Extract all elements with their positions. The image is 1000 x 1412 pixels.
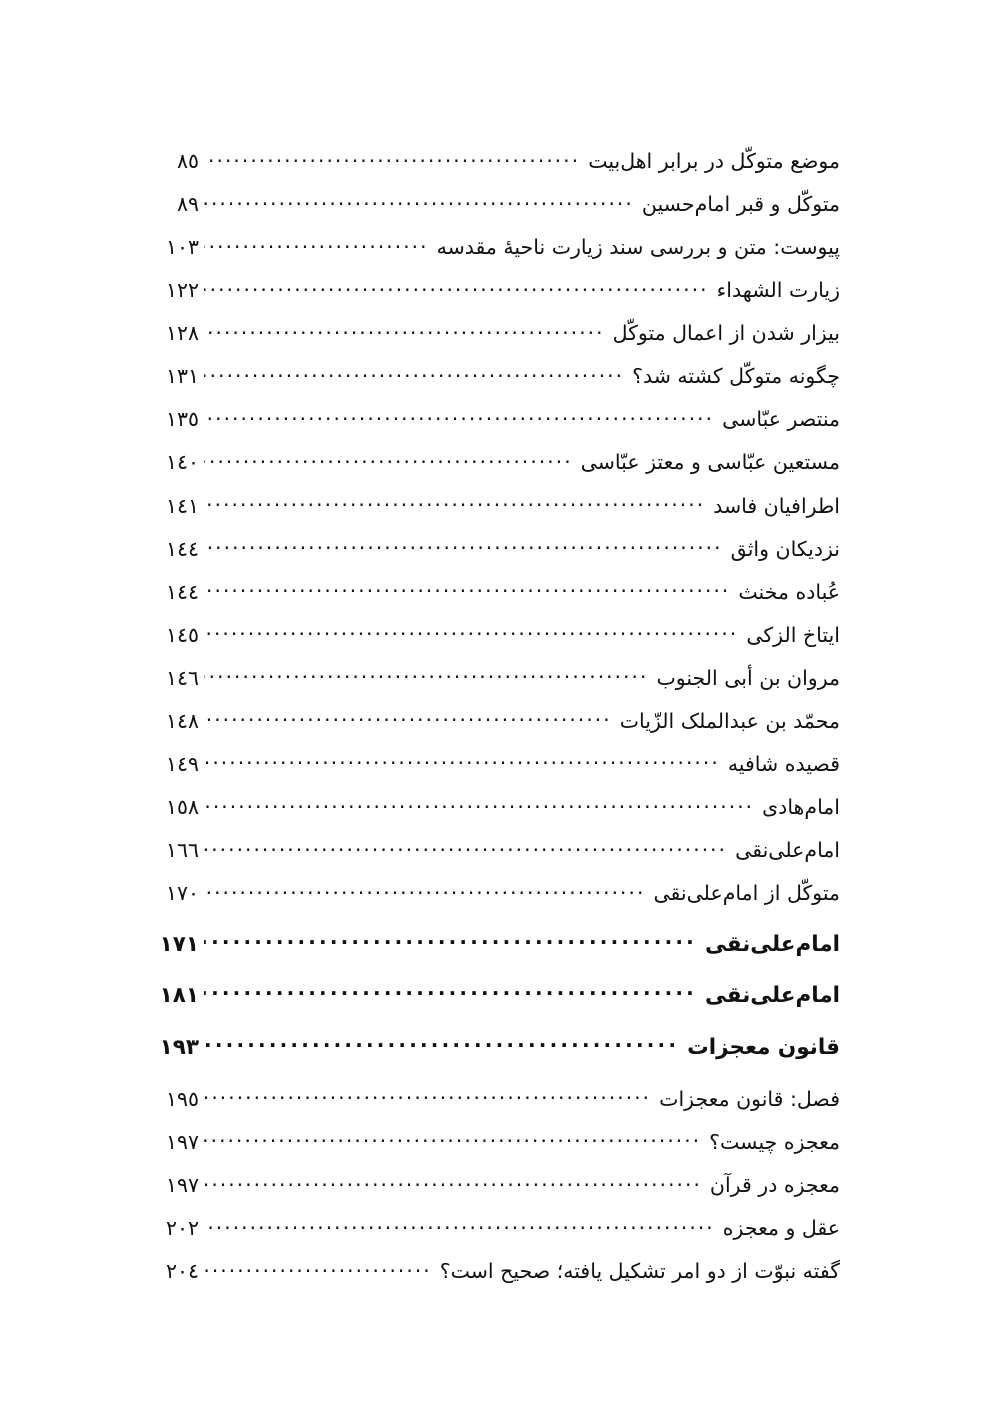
toc-leader-dots: [204, 367, 624, 383]
toc-entry[interactable]: [155, 538, 840, 562]
toc-entry[interactable]: [155, 710, 840, 734]
toc-entry-title: فصل: قانون معجزات: [659, 1086, 840, 1111]
toc-entry-title: متوکّل از امام‌علی‌نقی: [653, 881, 840, 906]
table-of-contents: [155, 150, 840, 1303]
toc-entry-title: امام‌هادی: [762, 794, 840, 819]
toc-leader-dots: [204, 1219, 715, 1235]
toc-entry-title: زیارت الشهداء: [716, 278, 840, 303]
toc-page-number: ١٥٨: [165, 794, 199, 819]
toc-entry[interactable]: [155, 1217, 840, 1241]
toc-page-number: ١٠٣: [165, 235, 199, 260]
toc-leader-dots: [204, 195, 634, 211]
toc-page-number: ١٤٨: [165, 708, 199, 733]
toc-entry-title: امام‌علی‌نقی: [735, 838, 840, 862]
toc-page-number: ١٤٤: [165, 536, 199, 561]
toc-page-number: ١٤٤: [165, 579, 199, 604]
toc-page-number: ٨٥: [176, 149, 199, 173]
toc-entry[interactable]: [155, 495, 840, 519]
toc-entry-title: معجزه چیست؟: [709, 1129, 840, 1154]
toc-entry[interactable]: [155, 1088, 840, 1112]
toc-entry-title: مروان بن أبی الجنوب: [656, 665, 840, 690]
toc-entry[interactable]: [155, 667, 840, 691]
toc-entry[interactable]: [155, 581, 840, 605]
toc-leader-dots: [204, 1038, 679, 1054]
toc-entry-title: گفته نبوّت از دو امر تشکیل یافته؛ صحیح است؟: [439, 1259, 840, 1284]
toc-page-number: ١٣٥: [165, 407, 199, 432]
toc-page-number: ١٢٨: [165, 321, 199, 346]
toc-leader-dots: [204, 884, 645, 900]
toc-page-number: ١٣١: [165, 364, 199, 389]
toc-entry[interactable]: [155, 193, 840, 217]
toc-leader-dots: [204, 1133, 701, 1149]
toc-entry-title: قصیده شافیه: [727, 751, 840, 776]
toc-leader-dots: [204, 798, 754, 814]
toc-page-number: ١٤١: [165, 493, 199, 518]
toc-entry[interactable]: [155, 1131, 840, 1155]
toc-page-number: ١٦٦: [165, 838, 199, 862]
toc-page-number: ١٩٥: [165, 1086, 199, 1111]
toc-entry-title: چگونه متوکّل کشته شد؟: [632, 364, 840, 389]
toc-leader-dots: [204, 1262, 432, 1278]
toc-leader-dots: [204, 238, 429, 254]
toc-entry-title: عقل و معجزه: [722, 1215, 840, 1240]
toc-page-number: ٢٠٤: [165, 1259, 199, 1284]
toc-entry[interactable]: [155, 150, 840, 174]
toc-entry-title: عُباده مخنث: [738, 579, 840, 604]
toc-leader-dots: [204, 986, 697, 1002]
toc-page-number: ١٢٢: [165, 278, 199, 303]
toc-entry-title: موضع متوکّل در برابر اهل‌بیت: [588, 149, 840, 173]
toc-entry[interactable]: [155, 984, 840, 1009]
toc-entry-title: معجزه در قرآن: [709, 1172, 840, 1197]
toc-leader-dots: [204, 410, 714, 426]
toc-entry[interactable]: [155, 624, 840, 648]
toc-entry-title: امام‌علی‌نقی: [704, 983, 840, 1009]
toc-entry[interactable]: [155, 753, 840, 777]
toc-page-number: ١٧٠: [165, 881, 199, 906]
toc-entry[interactable]: [155, 1036, 840, 1061]
toc-entry[interactable]: [155, 408, 840, 432]
toc-page-number: ١٨١: [159, 983, 199, 1009]
toc-leader-dots: [204, 669, 648, 685]
toc-leader-dots: [204, 497, 705, 513]
toc-entry-title: ایتاخ الزکی: [746, 622, 840, 647]
toc-leader-dots: [204, 540, 723, 556]
toc-leader-dots: [204, 324, 605, 340]
toc-leader-dots: [204, 281, 709, 297]
toc-entry[interactable]: [155, 933, 840, 958]
toc-leader-dots: [204, 841, 727, 857]
toc-page-number: ١٤٩: [165, 751, 199, 776]
toc-entry[interactable]: [155, 796, 840, 820]
toc-page-number: ١٩٣: [159, 1035, 199, 1061]
toc-entry-title: محمّد بن عبدالملک الزّیات: [619, 708, 840, 733]
toc-entry-title: اطرافیان فاسد: [713, 493, 840, 518]
toc-leader-dots: [204, 755, 720, 771]
toc-entry[interactable]: [155, 451, 840, 475]
toc-entry-title: نزدیکان واثق: [730, 536, 840, 561]
toc-page-number: ١٤٦: [165, 665, 199, 690]
toc-leader-dots: [204, 626, 738, 642]
toc-entry-title: پیوست: متن و بررسی سند زیارت ناحیهٔ مقدسه: [436, 235, 840, 260]
toc-page-number: ١٤٥: [165, 622, 199, 647]
toc-entry[interactable]: [155, 236, 840, 260]
toc-entry-title: قانون معجزات: [687, 1035, 840, 1061]
toc-entry[interactable]: [155, 279, 840, 303]
toc-page-number: ٢٠٢: [165, 1215, 199, 1240]
toc-entry-title: امام‌علی‌نقی: [704, 931, 840, 957]
toc-leader-dots: [204, 583, 730, 599]
toc-entry[interactable]: [155, 322, 840, 346]
toc-leader-dots: [204, 152, 580, 168]
toc-leader-dots: [204, 453, 573, 469]
toc-entry-title: بیزار شدن از اعمال متوکّل: [612, 321, 840, 346]
toc-page-number: ١٧١: [159, 931, 199, 957]
toc-entry[interactable]: [155, 1174, 840, 1198]
toc-leader-dots: [204, 1176, 702, 1192]
toc-entry-title: مستعین عبّاسی و معتز عبّاسی: [580, 450, 840, 475]
toc-leader-dots: [204, 935, 697, 951]
toc-entry-title: متوکّل و قبر امام‌حسین: [641, 192, 840, 217]
toc-page-number: ١٩٧: [165, 1172, 199, 1197]
toc-page-number: ١٤٠: [165, 450, 199, 475]
toc-entry[interactable]: [155, 365, 840, 389]
toc-leader-dots: [204, 1090, 651, 1106]
toc-page-number: ٨٩: [176, 192, 199, 217]
toc-entry-title: منتصر عبّاسی: [722, 407, 840, 432]
toc-entry[interactable]: [155, 839, 840, 863]
toc-leader-dots: [204, 712, 612, 728]
toc-entry[interactable]: [155, 882, 840, 906]
toc-page-number: ١٩٧: [165, 1129, 199, 1154]
toc-entry[interactable]: [155, 1260, 840, 1284]
